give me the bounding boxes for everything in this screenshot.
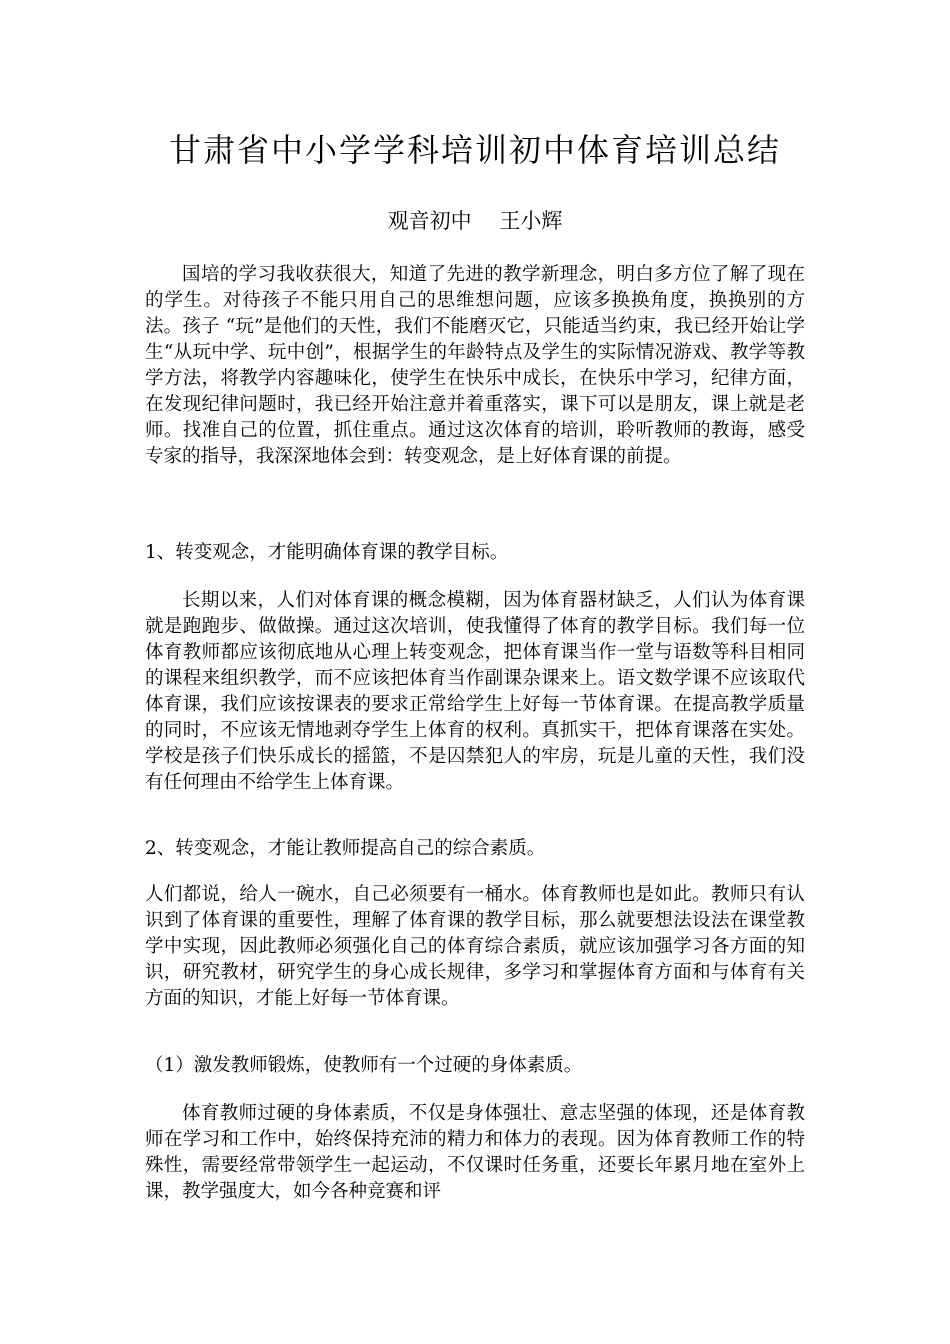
document-title: 甘肃省中小学学科培训初中体育培训总结 [168,131,781,169]
author-line: 观音初中 王小辉 [387,209,563,233]
section-heading-1: 1、转变观念，才能明确体育课的教学目标。 [145,542,509,563]
paragraph-section-1: 长期以来，人们对体育课的概念模糊，因为体育器材缺乏，人们认为体育课就是跑跑步、做做操。通过这次培训，使我懂得了体育的教学目标。我们每一位体育教师都应该彻底地从心理上转变观念，把体育课当作一堂与语数等科目相同的课程来组织教学，而不应该把体育当作副课杂课来上。语文数学课不应该取代体育课，我们应该按课表的要求正常给学生上好每一节体育课。在提高教学质量的同时，不应该无情地剥夺学生上体育的权利。真抓实干，把体育课落在实处。学校是孩子们快乐成长的摇篮，不是囚禁犯人的牢房，玩是儿童的天性，我们没有任何理由不给学生上体育课。 [145,590,805,793]
subsection-heading-1: （1）激发教师锻炼，使教师有一个过硬的身体素质。 [145,1055,583,1076]
section-heading-2: 2、转变观念，才能让教师提高自己的综合素质。 [145,838,546,859]
paragraph-intro: 国培的学习我收获很大，知道了先进的教学新理念，明白多方位了解了现在的学生。对待孩子不能只用自己的思维想问题，应该多换换角度，换换别的方法。孩子 “玩”是他们的天性，我们不能磨灭它，只能适当约束，我已经开始让学生“从玩中学、玩中创”，根据学生的年龄特点及学生的实际情况游戏、教学等教学方法，将教学内容趣味化，使学生在快乐中成长，在快乐中学习，纪律方面，在发现纪律问题时，我已经开始注意并着重落实，课下可以是朋友，课上就是老师。找准自己的位置，抓住重点。通过这次体育的培训，聆听教师的教诲，感受专家的指导，我深深地体会到：转变观念，是上好体育课的前提。 [145,264,805,467]
paragraph-section-2: 人们都说，给人一碗水，自己必须要有一桶水。体育教师也是如此。教师只有认识到了体育课的重要性，理解了体育课的教学目标，那么就要想法设法在课堂教学中实现，因此教师必须强化自己的体育综合素质，就应该加强学习各方面的知识，研究教材，研究学生的身心成长规律，多学习和掌握体育方面和与体育有关方面的知识，才能上好每一节体育课。 [145,884,805,1009]
paragraph-subsection-1: 体育教师过硬的身体素质，不仅是身体强壮、意志坚强的体现，还是体育教师在学习和工作中，始终保持充沛的精力和体力的表现。因为体育教师工作的特殊性，需要经常带领学生一起运动，不仅课时任务重，还要长年累月地在室外上课，教学强度大，如今各种竞赛和评 [145,1103,805,1202]
